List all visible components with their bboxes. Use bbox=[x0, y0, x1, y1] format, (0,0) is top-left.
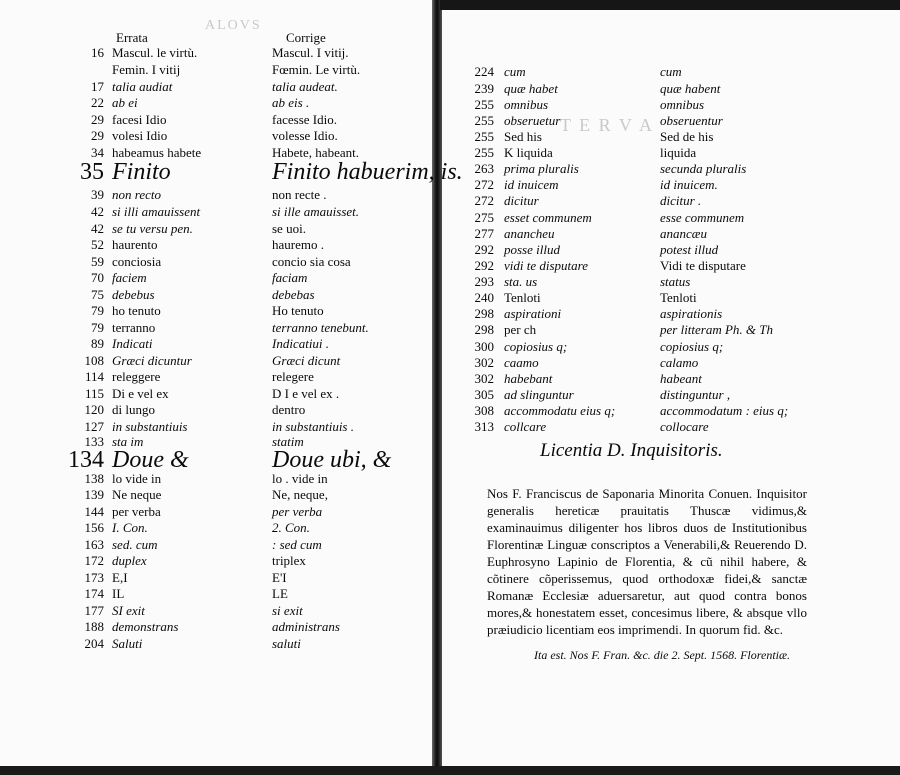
corrige-text: Indicatiui . bbox=[272, 336, 330, 351]
corrige-text: se uoi. bbox=[272, 221, 306, 236]
book-gutter bbox=[432, 0, 442, 775]
corrige-text: facesse Idio. bbox=[272, 112, 337, 127]
errata-text: collcare bbox=[504, 419, 547, 434]
corrige-text: calamo bbox=[660, 355, 699, 370]
corrige-text: triplex bbox=[272, 553, 306, 568]
corrige-text: administrans bbox=[272, 619, 340, 634]
errata-text: habeamus habete bbox=[112, 145, 202, 160]
corrige-text: id inuicem. bbox=[660, 177, 718, 192]
errata-text: sta im bbox=[112, 434, 144, 449]
page-number: 39 bbox=[91, 187, 104, 202]
errata-text: Sed his bbox=[504, 129, 542, 144]
page-number: 79 bbox=[91, 320, 104, 335]
errata-text: duplex bbox=[112, 553, 147, 568]
corrige-text: omnibus bbox=[660, 97, 705, 112]
errata-text: non recto bbox=[112, 187, 161, 202]
errata-text: Di e vel ex bbox=[112, 386, 169, 401]
errata-text: habebant bbox=[504, 371, 553, 386]
corrige-text: saluti bbox=[272, 636, 301, 651]
corrige-text: in substantiuis . bbox=[272, 419, 354, 434]
corrige-text: LE bbox=[272, 586, 288, 601]
page-number: 255 bbox=[474, 113, 494, 128]
errata-text: posse illud bbox=[504, 242, 560, 257]
errata-text: ad slinguntur bbox=[504, 387, 574, 402]
page-number: 42 bbox=[91, 204, 104, 219]
corrige-text: relegere bbox=[272, 369, 314, 384]
corrige-text: cum bbox=[660, 64, 682, 79]
corrige-text: dentro bbox=[272, 402, 306, 417]
corrige-text: per verba bbox=[272, 504, 323, 519]
corrige-text: aspirationis bbox=[660, 306, 723, 321]
page-number: 42 bbox=[91, 221, 104, 236]
corrige-text: talia audeat. bbox=[272, 79, 338, 94]
corrige-text: Ho tenuto bbox=[272, 303, 324, 318]
errata-text: omnibus bbox=[504, 97, 549, 112]
corrige-text: Ne, neque, bbox=[272, 487, 328, 502]
corrige-header: Corrige bbox=[286, 30, 326, 45]
corrige-text: si exit bbox=[272, 603, 303, 618]
page-number: 139 bbox=[84, 487, 104, 502]
errata-text: faciem bbox=[112, 270, 147, 285]
corrige-text: Græci dicunt bbox=[272, 353, 341, 368]
errata-text: Tenloti bbox=[504, 290, 541, 305]
errata-text: vidi te disputare bbox=[504, 258, 589, 273]
corrige-text: ab eis . bbox=[272, 95, 310, 110]
errata-text: di lungo bbox=[112, 402, 155, 417]
errata-text: quæ habet bbox=[504, 81, 558, 96]
corrige-text: status bbox=[660, 274, 691, 289]
page-number: 272 bbox=[474, 193, 494, 208]
page-number: 272 bbox=[474, 177, 494, 192]
page-number: 133 bbox=[84, 434, 104, 449]
corrige-text: Sed de his bbox=[660, 129, 714, 144]
errata-text: sta. us bbox=[504, 274, 538, 289]
errata-text: E,I bbox=[112, 570, 128, 585]
errata-header: Errata bbox=[116, 30, 148, 45]
corrige-text: non recte . bbox=[272, 187, 327, 202]
corrige-text: quæ habent bbox=[660, 81, 721, 96]
page-number: 298 bbox=[474, 306, 494, 321]
errata-text: in substantiuis bbox=[112, 419, 188, 434]
page-number: 313 bbox=[474, 419, 494, 434]
page-number: 255 bbox=[474, 145, 494, 160]
errata-text: dicitur bbox=[504, 193, 539, 208]
corrige-text: liquida bbox=[660, 145, 697, 160]
page-number: 308 bbox=[474, 403, 494, 418]
corrige-text: : sed cum bbox=[272, 537, 322, 552]
corrige-text: obseruentur bbox=[660, 113, 723, 128]
page-number: 277 bbox=[474, 226, 494, 241]
corrige-text: Fœmin. Le virtù. bbox=[272, 62, 361, 77]
page-number: 22 bbox=[91, 95, 104, 110]
corrige-text: si ille amauisset. bbox=[272, 204, 360, 219]
errata-text: Indicati bbox=[112, 336, 153, 351]
errata-text: debebus bbox=[112, 287, 155, 302]
page-number: 255 bbox=[474, 129, 494, 144]
errata-text: per verba bbox=[112, 504, 161, 519]
errata-text: id inuicem bbox=[504, 177, 559, 192]
errata-text: Femin. I vitij bbox=[112, 62, 181, 77]
errata-text: conciosia bbox=[112, 254, 162, 269]
page-number: 70 bbox=[91, 270, 104, 285]
page-number: 120 bbox=[84, 402, 104, 417]
page-number: 275 bbox=[474, 210, 494, 225]
page-number: 89 bbox=[91, 336, 104, 351]
errata-text: facesi Idio bbox=[112, 112, 167, 127]
page-number: 177 bbox=[84, 603, 104, 618]
errata-text: haurento bbox=[112, 237, 158, 252]
corrige-text: Tenloti bbox=[660, 290, 697, 305]
licentia-text: Nos F. Franciscus de Saponaria Minorita Conuen. Inquisitor generalis hereticæ prauitatis Thuscæ vidimus,& examinauimus diligenter hos libros duos de Institutionibus Florentinæ Linguæ conscriptos a Venerabili,& Reuerendo D. Euphrosyno Lapinio de Florentia, & cũ nihil habere, & cõtinere cõperissemus, quod orthodoxæ fidei,& sanctæ Romanæ Ecclesiæ aduersaretur, aut quod contra bonos mores,& honestatem esset, concesimus libere, & absque vllo præiudicio licentiam eos imprimendi. In quorum fid. &c. bbox=[487, 486, 807, 637]
corrige-text: Mascul. I vitij. bbox=[272, 45, 349, 60]
errata-text: lo vide in bbox=[112, 471, 162, 486]
errata-text: terranno bbox=[112, 320, 156, 335]
corrige-text: Vidi te disputare bbox=[660, 258, 746, 273]
page-number: 239 bbox=[474, 81, 494, 96]
corrige-text: hauremo . bbox=[272, 237, 324, 252]
corrige-text: Doue ubi, & bbox=[272, 447, 392, 473]
page-number: 75 bbox=[91, 287, 104, 302]
corrige-text: volesse Idio. bbox=[272, 128, 338, 143]
errata-text: Doue & bbox=[112, 447, 189, 473]
page-number: 16 bbox=[91, 45, 104, 60]
licentia-signature: Ita est. Nos F. Fran. &c. die 2. Sept. 1568. Florentiæ. bbox=[534, 648, 790, 662]
corrige-text: per litteram Ph. & Th bbox=[660, 322, 774, 337]
corrige-text: secunda pluralis bbox=[660, 161, 747, 176]
page-number: 114 bbox=[84, 369, 104, 384]
errata-text: ho tenuto bbox=[112, 303, 161, 318]
errata-text: K liquida bbox=[504, 145, 553, 160]
corrige-text: dicitur . bbox=[660, 193, 702, 208]
page-number: 224 bbox=[474, 64, 494, 79]
corrige-text: potest illud bbox=[660, 242, 719, 257]
errata-text: per ch bbox=[504, 322, 537, 337]
licentia-title: Licentia D. Inquisitoris. bbox=[540, 440, 723, 461]
errata-text: Finito bbox=[112, 159, 171, 185]
corrige-text: concio sia cosa bbox=[272, 254, 351, 269]
page-number: 115 bbox=[84, 386, 104, 401]
corrige-text: accommodatum : eius q; bbox=[660, 403, 789, 418]
page-number: 174 bbox=[84, 586, 104, 601]
errata-text: Mascul. le virtù. bbox=[112, 45, 198, 60]
corrige-text: terranno tenebunt. bbox=[272, 320, 369, 335]
page-number: 292 bbox=[474, 242, 494, 257]
page-number: 263 bbox=[474, 161, 494, 176]
page-number: 305 bbox=[474, 387, 494, 402]
bleed-through-text-left: ALOVS bbox=[205, 18, 262, 33]
errata-text: ab ei bbox=[112, 95, 138, 110]
errata-text: prima pluralis bbox=[504, 161, 579, 176]
errata-text: accommodatu eius q; bbox=[504, 403, 616, 418]
page-number: 138 bbox=[84, 471, 104, 486]
errata-text: copiosius q; bbox=[504, 339, 568, 354]
page-number: 34 bbox=[91, 145, 104, 160]
errata-text: cum bbox=[504, 64, 526, 79]
page-number: 59 bbox=[91, 254, 104, 269]
page-bottom-edge bbox=[0, 766, 900, 775]
page-number: 188 bbox=[84, 619, 104, 634]
corrige-text: statim bbox=[272, 434, 304, 449]
errata-text: caamo bbox=[504, 355, 539, 370]
corrige-text: esse communem bbox=[660, 210, 745, 225]
errata-text: obseruetur bbox=[504, 113, 561, 128]
corrige-text: lo . vide in bbox=[272, 471, 328, 486]
corrige-text: Habete, habeant. bbox=[272, 145, 359, 160]
corrige-text: E'I bbox=[272, 570, 287, 585]
page-number: 173 bbox=[84, 570, 104, 585]
page-number: 29 bbox=[91, 128, 104, 143]
bleed-through-text-right: T E R V A bbox=[560, 115, 655, 135]
page-number: 255 bbox=[474, 97, 494, 112]
page-number: 302 bbox=[474, 355, 494, 370]
page-number: 163 bbox=[84, 537, 104, 552]
page-number: 292 bbox=[474, 258, 494, 273]
page-number: 35 bbox=[80, 159, 104, 185]
errata-text: IL bbox=[112, 586, 125, 601]
page-number: 17 bbox=[91, 79, 104, 94]
corrige-text: debebas bbox=[272, 287, 315, 302]
errata-text: talia audiat bbox=[112, 79, 173, 94]
corrige-text: D I e vel ex . bbox=[272, 386, 340, 401]
errata-text: si illi amauissent bbox=[112, 204, 201, 219]
page-number: 127 bbox=[84, 419, 104, 434]
left-page bbox=[0, 0, 434, 775]
page-number: 300 bbox=[474, 339, 494, 354]
errata-text: Ne neque bbox=[112, 487, 162, 502]
page-number: 156 bbox=[84, 520, 104, 535]
page-number: 108 bbox=[84, 353, 104, 368]
page-number: 79 bbox=[91, 303, 104, 318]
corrige-text: distinguntur , bbox=[660, 387, 731, 402]
errata-text: anancheu bbox=[504, 226, 555, 241]
page-number: 293 bbox=[474, 274, 494, 289]
page-number: 144 bbox=[84, 504, 104, 519]
page-number: 302 bbox=[474, 371, 494, 386]
page-number: 52 bbox=[91, 237, 104, 252]
page-number: 240 bbox=[474, 290, 494, 305]
errata-text: se tu versu pen. bbox=[112, 221, 193, 236]
errata-text: volesi Idio bbox=[112, 128, 168, 143]
errata-text: SI exit bbox=[112, 603, 145, 618]
page-number: 204 bbox=[84, 636, 104, 651]
errata-text: I. Con. bbox=[112, 520, 148, 535]
errata-text: sed. cum bbox=[112, 537, 158, 552]
corrige-text: faciam bbox=[272, 270, 308, 285]
corrige-text: copiosius q; bbox=[660, 339, 724, 354]
page-number: 134 bbox=[68, 447, 104, 473]
errata-text: releggere bbox=[112, 369, 161, 384]
errata-text: demonstrans bbox=[112, 619, 179, 634]
page-top-edge bbox=[440, 0, 900, 10]
corrige-text: 2. Con. bbox=[272, 520, 310, 535]
errata-text: Græci dicuntur bbox=[112, 353, 192, 368]
page-number: 298 bbox=[474, 322, 494, 337]
corrige-text: anancæu bbox=[660, 226, 707, 241]
errata-text: aspirationi bbox=[504, 306, 562, 321]
errata-text: Saluti bbox=[112, 636, 143, 651]
corrige-text: collocare bbox=[660, 419, 709, 434]
page-number: 172 bbox=[84, 553, 104, 568]
page-number: 29 bbox=[91, 112, 104, 127]
corrige-text: habeant bbox=[660, 371, 702, 386]
corrige-text: Finito habuerim, is. bbox=[272, 159, 463, 185]
errata-text: esset communem bbox=[504, 210, 592, 225]
